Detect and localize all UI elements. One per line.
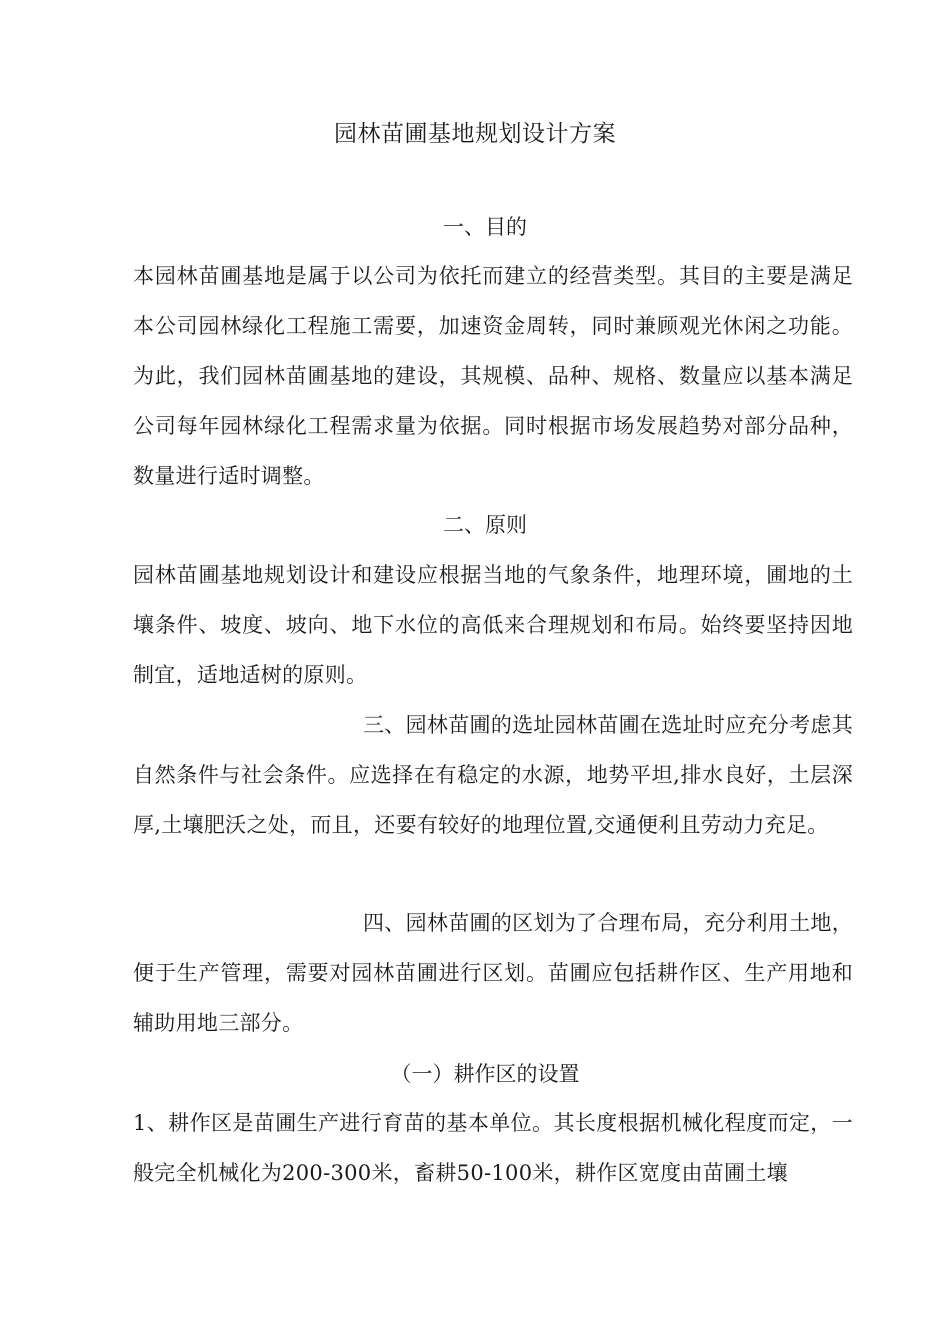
document-title: 园林苗圃基地规划设计方案 [334,121,616,147]
section-heading-purpose: 一、目的 [443,215,527,239]
section-paragraph-principle: 园林苗圃基地规划设计和建设应根据当地的气象条件，地理环境，圃地的土壤条件、坡度、坡向、地下水位的高低来合理规划和布局。始终要坚持因地制宜，适地适树的原则。 [133,563,853,687]
section-heading-principle: 二、原则 [443,513,527,537]
section-paragraph-zoning: 四、园林苗圃的区划为了合理布局，充分利用土地，便于生产管理，需要对园林苗圃进行区划。苗圃应包括耕作区、生产用地和辅助用地三部分。 [133,911,853,1035]
section-paragraph-site-selection: 三、园林苗圃的选址园林苗圃在选址时应充分考虑其自然条件与社会条件。应选择在有稳定的水源，地势平坦,排水良好，土层深厚,土壤肥沃之处，而且，还要有较好的地理位置,交通便利且劳动力充足。 [133,713,853,837]
subsection-heading-cultivation-area: （一）耕作区的设置 [390,1062,580,1086]
section-paragraph-purpose: 本园林苗圃基地是属于以公司为依托而建立的经营类型。其目的主要是满足本公司园林绿化工程施工需要，加速资金周转，同时兼顾观光休闲之功能。为此，我们园林苗圃基地的建设，其规模、品种、规格、数量应以基本满足公司每年园林绿化工程需求量为依据。同时根据市场发展趋势对部分品种，数量进行适时调整。 [133,264,853,488]
subsection-paragraph-cultivation-area: 1、耕作区是苗圃生产进行育苗的基本单位。其长度根据机械化程度而定，一般完全机械化为200-300米，畜耕50-100米，耕作区宽度由苗圃土壤 [133,1111,853,1185]
